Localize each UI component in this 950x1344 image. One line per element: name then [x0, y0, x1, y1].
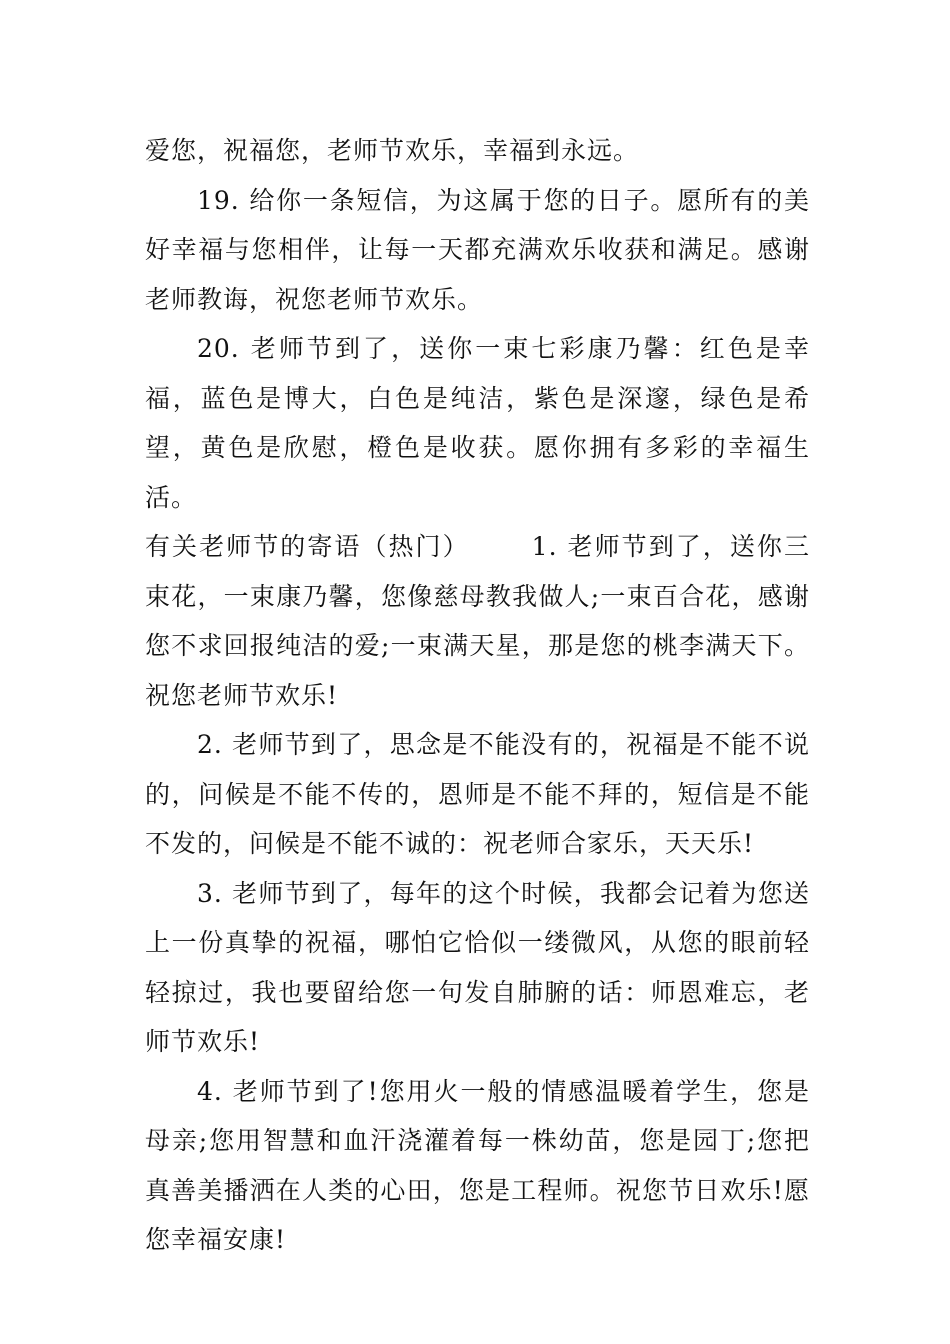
paragraph-continuation: 爱您，祝福您，老师节欢乐，幸福到永远。: [145, 136, 640, 165]
paragraph-item-20: 20. 老师节到了，送你一束七彩康乃馨：红色是幸福，蓝色是博大，白色是纯洁，紫色是深邃，绿色是希望，黄色是欣慰，橙色是收获。愿你拥有多彩的幸福生活。: [145, 334, 810, 512]
paragraph-item-1-text: 1. 老师节到了，送你三束花，一束康乃馨，您像慈母教我做人;一束百合花，感谢您不求回报纯洁的爱;一束满天星，那是您的桃李满天下。祝您老师节欢乐!: [145, 532, 810, 710]
paragraph-item-19: 19. 给你一条短信，为这属于您的日子。愿所有的美好幸福与您相伴，让每一天都充满欢乐收获和满足。感谢老师教诲，祝您老师节欢乐。: [145, 185, 810, 314]
paragraph-item-2: 2. 老师节到了，思念是不能没有的，祝福是不能不说的，问候是不能不传的，恩师是不能不拜的，短信是不能不发的，问候是不能不诚的：祝老师合家乐，天天乐!: [145, 730, 810, 858]
paragraph-item-4: 4. 老师节到了!您用火一般的情感温暖着学生，您是母亲;您用智慧和血汗浇灌着每一株幼苗，您是园丁;您把真善美播洒在人类的心田，您是工程师。祝您节日欢乐!愿您幸福安康!: [145, 1076, 810, 1254]
document-body: [145, 126, 810, 1265]
paragraph-section-heading-item-1: [145, 522, 810, 720]
paragraph-item-3: 3. 老师节到了，每年的这个时候，我都会记着为您送上一份真挚的祝福，哪怕它恰似一缕微风，从您的眼前轻轻掠过，我也要留给您一句发自肺腑的话：师恩难忘，老师节欢乐!: [145, 878, 810, 1056]
section-heading: 有关老师节的寄语（热门）: [145, 532, 470, 561]
